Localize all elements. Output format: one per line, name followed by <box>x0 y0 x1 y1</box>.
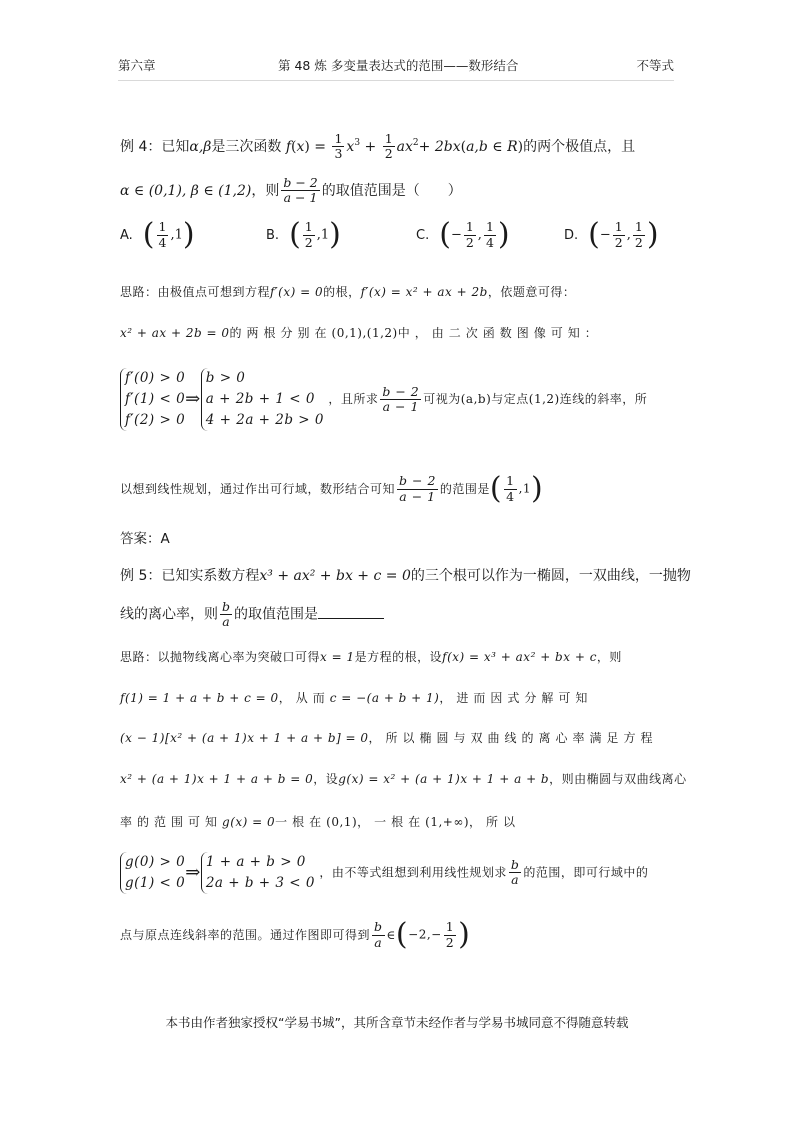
section-title: 第 48 炼 多变量表达式的范围——数形结合 <box>278 58 519 73</box>
solution4-line2: x² + ax + 2b = 0的两根分别在(0,1),(1,2)中，由二次函数图像可知： <box>120 326 602 340</box>
then-text: ，则 <box>251 182 280 199</box>
option-a[interactable]: A. ( $\frac{1}{4}$ ,1) <box>120 217 195 252</box>
solution5-line1: 思路：以抛物线离心率为突破口可得x = 1是方程的根，设f(x) = x³ + ax² + bx + c，则 <box>120 650 622 664</box>
solution5-line4: x² + (a + 1)x + 1 + a + b = 0，设g(x) = x² + (a + 1)x + 1 + a + b，则由椭圆与双曲线离心 <box>120 772 687 786</box>
solution5-line2: f(1) = 1 + a + b + c = 0，从而c = −(a + b + 1)，进而因式分解可知 <box>120 691 593 705</box>
function-f: f <box>285 138 291 155</box>
answer-blank[interactable] <box>318 604 384 619</box>
header-divider <box>118 80 674 81</box>
solution4-line4: 以想到线性规划，通过作出可行域，数形结合可知 $\frac{b - 2}{a - 1}$ 的范围是( $\frac{1}{4}$ ,1) <box>120 471 544 506</box>
solution5-line7: 点与原点连线斜率的范围。通过作图即可得到 $\frac{b}{a}$ ∈(−2,− $\frac{1}{2}$ ) <box>120 917 471 952</box>
example5-line2: 线的离心率，则 $\frac{b}{a}$ 的取值范围是 <box>120 600 384 630</box>
example4-prefix: 例 4：已知 <box>120 138 190 155</box>
frac-one-half: $\frac{1}{2}$ <box>384 131 393 162</box>
system-left: f′(0) > 0 f′(1) < 0 f′(2) > 0 <box>120 368 185 431</box>
cubic-text: 是三次函数 <box>211 138 282 155</box>
topic-label: 不等式 <box>636 58 674 73</box>
copyright-footer: 本书由作者独家授权“学易书城”，其所含章节未经作者与学易书城同意不得随意转载 <box>165 1015 629 1030</box>
solution4-system: f′(0) > 0 f′(1) < 0 f′(2) > 0 ⇒ b > 0 a + 2b + 1 < 0 4 + 2a + 2b > 0 ，且所求 $\frac{b - 2}{a - 1}$ 可视为(a,b)与定点(1,2)连线的斜率，所 <box>120 368 647 431</box>
example5-line1: 例 5：已知实系数方程x³ + ax² + bx + c = 0的三个根可以作为一椭圆，一双曲线，一抛物 <box>120 568 691 584</box>
solution5-line5: 率的范围可知g(x) = 0一根在(0,1)，一根在(1,+∞)，所以 <box>120 815 521 829</box>
chapter-label: 第六章 <box>118 58 156 73</box>
domain-ab: a,b ∈ R <box>466 138 518 155</box>
solution5-system: g(0) > 0 g(1) < 0 ⇒ 1 + a + b > 0 2a + b + 3 < 0 ，由不等式组想到利用线性规划求 $\frac{b}{a}$ 的范围，即可行域中的 <box>120 852 648 894</box>
example4-line1: 例 4：已知α,β是三次函数 f(x) = $\frac{1}{3}$ $x^3$ + $\frac{1}{2}$ $ax^2+ 2bx(a,b$ ∈ R)的两个极值点，且 <box>120 131 636 162</box>
system-right: b > 0 a + 2b + 1 < 0 4 + 2a + 2b > 0 <box>201 368 324 431</box>
option-b[interactable]: B. ( $\frac{1}{2}$ ,1) <box>266 217 341 252</box>
alpha-beta: α,β <box>189 138 212 155</box>
solution4-line1: 思路：由极值点可想到方程f′(x) = 0的根，f′(x) = x² + ax + 2b，依题意可得： <box>120 285 576 299</box>
frac-b2-a1: $\frac{b - 2}{a - 1}$ <box>283 175 318 206</box>
frac-one-third: $\frac{1}{3}$ <box>334 131 343 162</box>
page-header <box>118 56 674 78</box>
option-d[interactable]: D. (− $\frac{1}{2}$ , $\frac{1}{2}$ ) <box>564 217 659 252</box>
example4-line2 <box>120 176 462 206</box>
solution5-line3: (x − 1)[x² + (a + 1)x + 1 + a + b] = 0，所以椭圆与双曲线的离心率满足方程 <box>120 731 658 745</box>
answer4: 答案：A <box>120 531 170 547</box>
system5-left: g(0) > 0 g(1) < 0 <box>120 852 185 894</box>
term-2bx: + 2bx <box>418 138 461 155</box>
two-extrema-text: 的两个极值点，且 <box>523 138 636 155</box>
system5-right: 1 + a + b > 0 2a + b + 3 < 0 <box>201 852 315 894</box>
option-c[interactable]: C. (− $\frac{1}{2}$ , $\frac{1}{4}$ ) <box>416 217 510 252</box>
alpha-beta-intervals: α ∈ (0,1), β ∈ (1,2) <box>120 182 252 199</box>
range-question: 的取值范围是（ ） <box>321 182 462 199</box>
